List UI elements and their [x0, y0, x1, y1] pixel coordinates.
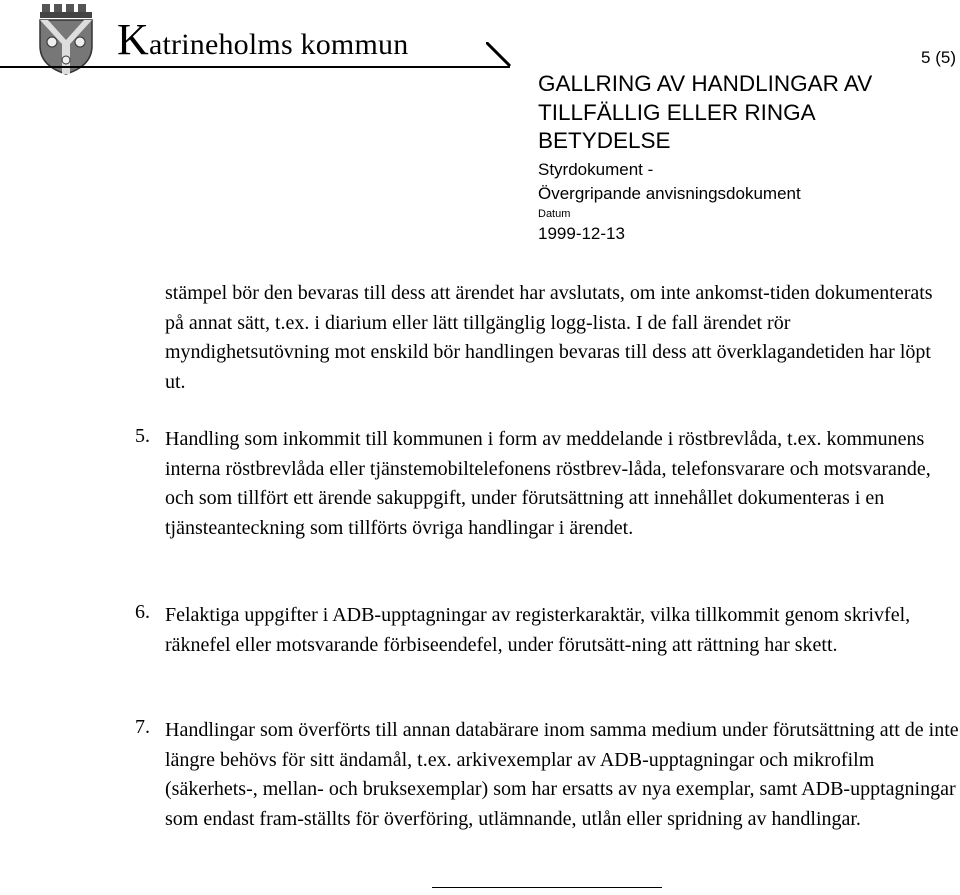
- document-type-line-2: Övergripande anvisningsdokument: [538, 184, 801, 203]
- document-title: GALLRING AV HANDLINGAR AV TILLFÄLLIG ELLER RINGA BETYDELSE: [538, 71, 873, 153]
- document-type: [538, 158, 801, 206]
- footnote-rule: [432, 887, 662, 888]
- continuation-paragraph: stämpel bör den bevaras till dess att ärendet har avslutats, om inte ankomst-tiden dokumenterats på annat sätt, t.ex. i diarium eller lätt tillgänglig logg-lista. I de fall ärendet rör myndighetsutövning mot enskild bör handlingen bevaras till dess att överklagandetiden har löpt ut.: [165, 282, 933, 393]
- org-name-initial: K: [117, 15, 149, 64]
- organization-name: [117, 15, 409, 64]
- list-item-number: 7.: [135, 716, 150, 738]
- date-label: Datum: [538, 208, 571, 220]
- list-item-number: 6.: [135, 601, 150, 623]
- list-item-text: Handlingar som överförts till annan databärare inom samma medium under förutsättning att de inte längre behövs för sitt ändamål, t.ex. arkivexemplar av ADB-upptagningar och mikrofilm (säkerhets-, mellan- och bruksexemplar) som har ersatts av nya exemplar, samt ADB-upptagningar som endast fram-ställts för överföring, utlämnande, utlån eller spridning av handlingar.: [165, 719, 959, 830]
- document-type-line-1: Styrdokument -: [538, 160, 654, 179]
- org-name-rest: atrineholms kommun: [148, 28, 409, 61]
- header-rule: [0, 66, 510, 68]
- list-item-number: 5.: [135, 425, 150, 447]
- list-item-text: Handling som inkommit till kommunen i form av meddelande i röstbrevlåda, t.ex. kommunens interna röstbrevlåda eller tjänstemobiltelefonens röstbrev-låda, telefonsvarare och motsvarande, och som tillfört ett ärende sakuppgift, under förutsättning att innehållet dokumenteras i en tjänsteanteckning som tillförts övriga handlingar i ärendet.: [165, 428, 931, 539]
- header-rule-hook: [486, 42, 516, 68]
- list-item-text: Felaktiga uppgifter i ADB-upptagningar av registerkaraktär, vilka tillkommit genom skrivfel, räknefel eller motsvarande förbiseendefel, under förutsätt-ning att rättning har skett.: [165, 604, 911, 656]
- municipal-coat-of-arms-icon: [34, 2, 98, 76]
- page-number: 5 (5): [921, 48, 956, 67]
- date-value: 1999-12-13: [538, 224, 625, 243]
